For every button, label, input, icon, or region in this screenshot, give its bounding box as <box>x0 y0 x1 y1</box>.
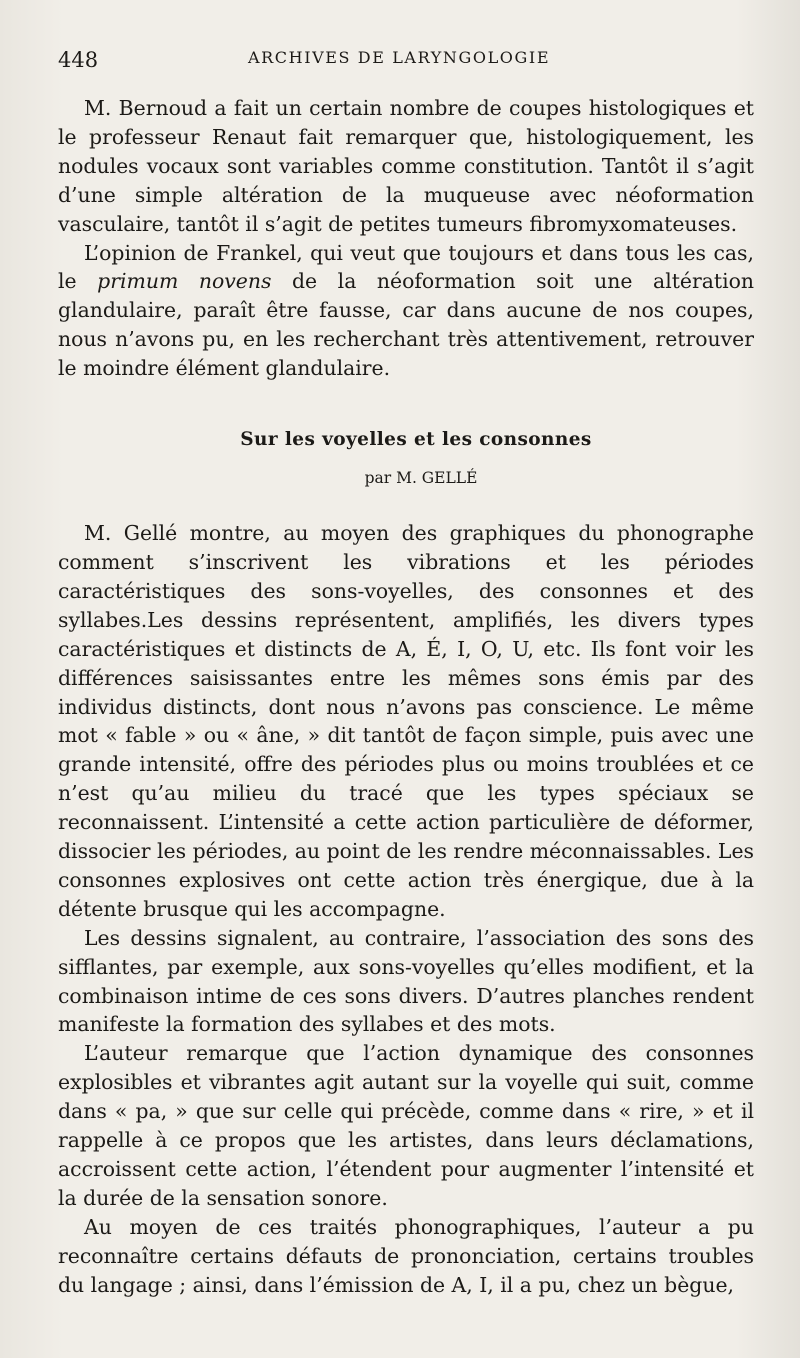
paragraph-frankel-text-a: L’opinion de Frankel, qui veut que toujours et dans tous les cas, le <box>58 240 754 294</box>
paragraph-frankel-text-b: de la néoformation soit une altération glandulaire, paraît être fausse, car dans aucune de nos coupes, nous n’avons pu, en les recherchant très attentivement, retrouver le moindre élément glandulaire. <box>58 269 754 381</box>
article-byline: par M. GELLÉ <box>364 469 478 488</box>
page-number: 448 <box>58 48 99 72</box>
article-title: Sur les voyelles et les consonnes <box>240 429 592 451</box>
running-head: ARCHIVES DE LARYNGOLOGIE <box>248 48 551 67</box>
paragraph-traites: Au moyen de ces traités phonographiques, l’auteur a pu reconnaître certains défauts de prononciation, certains troubles du langage ; ainsi, dans l’émission de A, I, il a pu, chez un bègue, <box>58 1214 754 1297</box>
paragraph-graphiques: M. Gellé montre, au moyen des graphiques du phonographe comment s’inscrivent les vibrations et les périodes caractéristiques des sons-voyelles, des consonnes et des syllabes.Les dessins représentent, amplifiés, les divers types caractéristiques et distincts de A, É, I, O, U, etc. Ils font voir les différences saisissantes entre les mêmes sons émis par des individus distincts, dont nous n’avons pas conscience. Le même mot « fable » ou « âne, » dit tantôt de façon simple, puis avec une grande intensité, offre des périodes plus ou moins troublées et ce n’est qu’au milieu du tracé que les types spéciaux se reconnaissent. L’intensité a cette action particulière de déformer, dissocier les périodes, au point de les rendre méconnaissables. Les consonnes explosives ont cette action très énergique, due à la détente brusque qui les accompagne. <box>58 521 754 921</box>
paragraph-auteur: L’auteur remarque que l’action dynamique des consonnes explosibles et vibrantes agit autant sur la voyelle qui suit, comme dans « pa, » que sur celle qui précède, comme dans « rire, » et il rappelle à ce propos que les artistes, dans leurs déclamations, accroissent cette action, l’étendent pour augmenter l’intensité et la durée de la sensation sonore. <box>58 1041 754 1210</box>
latin-phrase: primum novens <box>97 269 272 294</box>
paragraph-dessins: Les dessins signalent, au contraire, l’association des sons des sifflantes, par exemple, aux sons-voyelles qu’elles modifient, et la combinaison intime de ces sons divers. D’autres planches rendent manifeste la formation des syllabes et des mots. <box>58 925 754 1037</box>
paragraph-frankel <box>58 239 754 384</box>
page-header <box>58 42 754 86</box>
paragraph-bernoud: M. Bernoud a fait un certain nombre de coupes histologiques et le professeur Renaut fait remarquer que, histologiquement, les nodules vocaux sont variables comme constitution. Tantôt il s’agit d’une simple altération de la muqueuse avec néoformation vasculaire, tantôt il s’agit de petites tumeurs fibromyxomateuses. <box>58 96 754 236</box>
